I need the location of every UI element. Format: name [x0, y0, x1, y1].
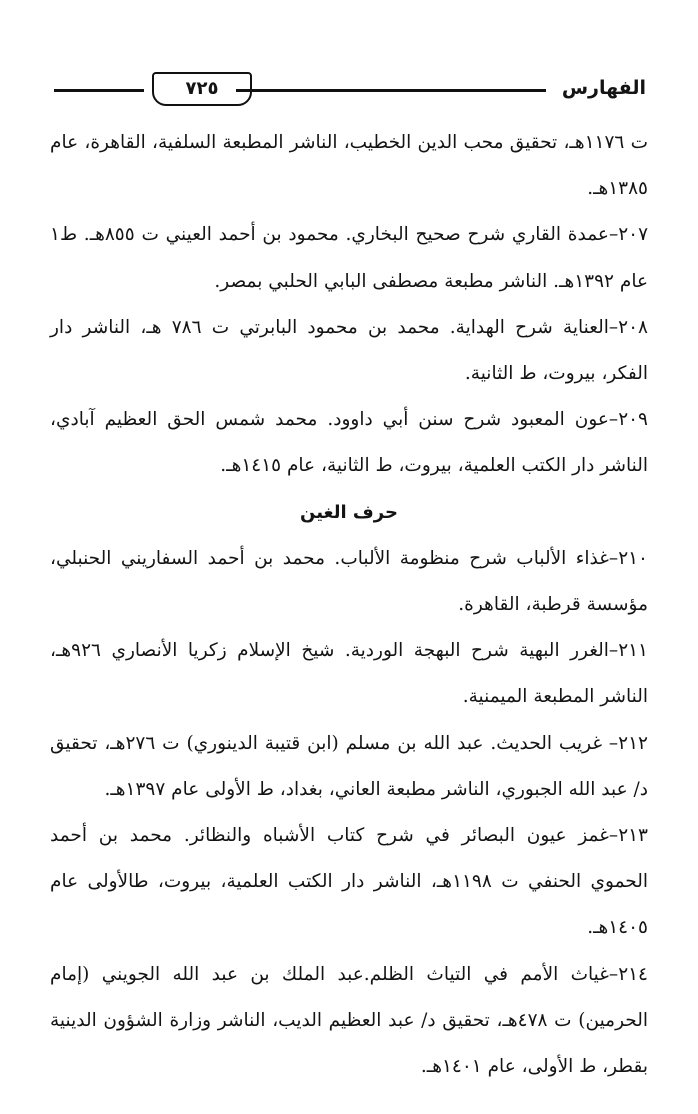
entry-continuation: ت ١١٧٦هـ، تحقيق محب الدين الخطيب، الناشر المطبعة السلفية، القاهرة، عام ١٣٨٥هـ.	[50, 132, 648, 200]
entry-211: ٢١١–الغرر البهية شرح البهجة الوردية. شيخ الإسلام زكريا الأنصاري ٩٢٦هـ، الناشر المطبعة الميمنية.	[50, 640, 648, 708]
entry-212: ٢١٢– غريب الحديث. عبد الله بن مسلم (ابن قتيبة الدينوري) ت ٢٧٦هـ، تحقيق د/ عبد الله الجبوري، الناشر مطبعة العاني، بغداد، ط الأولى عام ١٣٩٧هـ.	[50, 732, 648, 800]
entry-208: ٢٠٨–العناية شرح الهداية. محمد بن محمود البابرتي ت ٧٨٦ هـ، الناشر دار الفكر، بيروت، ط الثانية.	[50, 316, 648, 385]
entry-210: ٢١٠–غذاء الألباب شرح منظومة الألباب. محمد بن أحمد السفاريني الحنبلي، مؤسسة قرطبة، القاهرة.	[50, 547, 648, 616]
page-header	[54, 68, 646, 112]
entry-209: ٢٠٩–عون المعبود شرح سنن أبي داوود. محمد شمس الحق العظيم آبادي، الناشر دار الكتب العلمية، بيروت، ط الثانية، عام ١٤١٥هـ.	[50, 409, 648, 477]
page-number: ٧٢٥	[185, 78, 219, 99]
bibliography-body	[50, 120, 648, 1090]
header-rule-right	[236, 89, 546, 92]
entry-213: ٢١٣–غمز عيون البصائر في شرح كتاب الأشباه والنظائر. محمد بن أحمد الحموي الحنفي ت ١١٩٨هـ، الناشر دار الكتب العلمية، بيروت، طالأولى عام ١٤٠٥هـ.	[50, 825, 648, 939]
running-title: الفهارس	[561, 77, 646, 99]
entry-214: ٢١٤–غياث الأمم في التياث الظلم.عبد الملك بن عبد الله الجويني (إمام الحرمين) ت ٤٧٨هـ، تحقيق د/ عبد العظيم الديب، الناشر وزارة الشؤون الدينية بقطر، ط الأولى، عام ١٤٠١هـ.	[50, 963, 648, 1078]
entry-207: ٢٠٧–عمدة القاري شرح صحيح البخاري. محمود بن أحمد العيني ت ٨٥٥هـ. ط١ عام ١٣٩٢هـ. الناشر مطبعة مصطفى البابي الحلبي بمصر.	[50, 224, 649, 292]
page-number-frame	[152, 72, 252, 106]
section-heading: حرف الغين	[300, 501, 398, 523]
header-rule-left	[54, 89, 144, 92]
